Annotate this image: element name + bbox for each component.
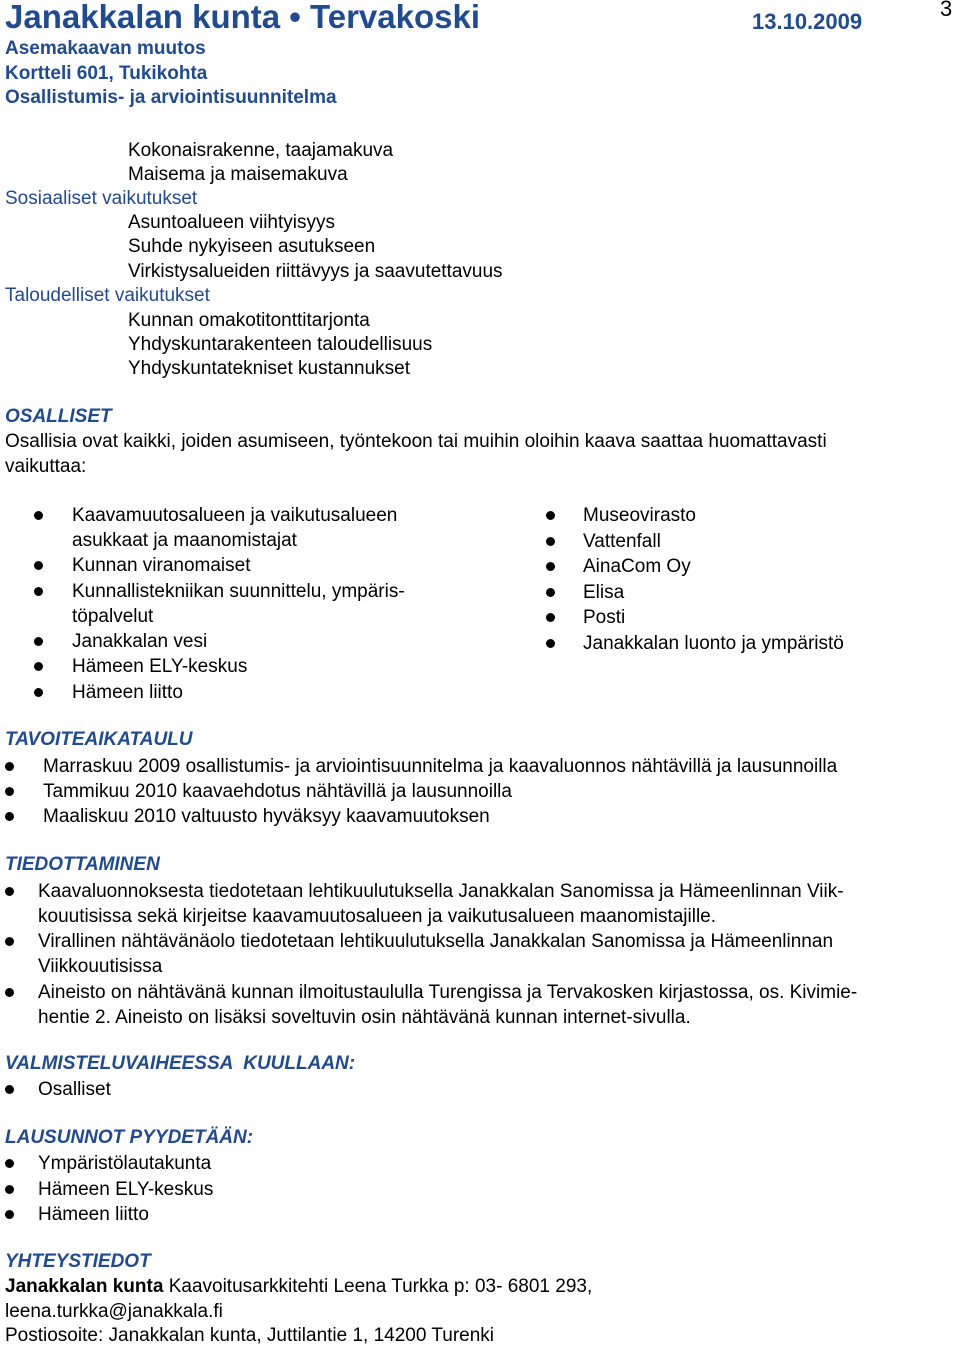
- schedule-item: Marraskuu 2009 osallistumis- ja arviointisuunnitelma ja kaavaluonnos nähtävillä ja lausunnoilla: [43, 756, 838, 777]
- heading-communication: TIEDOTTAMINEN: [5, 854, 160, 875]
- statement-item: Hämeen liitto: [38, 1204, 149, 1225]
- stakeholder-item: Vattenfall: [583, 531, 661, 552]
- stakeholder-item-cont: töpalvelut: [72, 606, 154, 627]
- section-social-impacts: Sosiaaliset vaikutukset: [5, 188, 198, 209]
- stakeholder-item: Janakkalan vesi: [72, 631, 208, 652]
- stakeholder-item: Janakkalan luonto ja ympäristö: [583, 633, 844, 654]
- bullet-icon: [5, 1085, 14, 1094]
- bullet-icon: [5, 887, 14, 896]
- communication-item-cont: hentie 2. Aineisto on lisäksi soveltuvin osin nähtävänä kunnan internet-sivulla.: [38, 1007, 691, 1028]
- impact-item: Suhde nykyiseen asutukseen: [128, 236, 376, 257]
- communication-item: Aineisto on nähtävänä kunnan ilmoitustaululla Turengissa ja Tervakosken kirjastossa, os. Kivimie-: [38, 982, 858, 1003]
- document-title: Janakkalan kunta • Tervakoski: [5, 0, 481, 35]
- consulted-item: Osalliset: [38, 1079, 111, 1100]
- impact-item: Kunnan omakotitonttitarjonta: [128, 310, 370, 331]
- bullet-icon: [5, 937, 14, 946]
- communication-item: Virallinen nähtävänäolo tiedotetaan lehtikuulutuksella Janakkalan Sanomissa ja Hämeenlinnan: [38, 931, 834, 952]
- impact-item: Kokonaisrakenne, taajamakuva: [128, 140, 394, 161]
- bullet-icon: [34, 511, 43, 520]
- impact-item: Yhdyskuntarakenteen taloudellisuus: [128, 334, 433, 355]
- bullet-icon: [546, 511, 555, 520]
- statement-item: Hämeen ELY-keskus: [38, 1179, 214, 1200]
- schedule-item: Maaliskuu 2010 valtuusto hyväksyy kaavamuutoksen: [43, 806, 490, 827]
- stakeholder-item: Kunnallistekniikan suunnittelu, ympäris-: [72, 581, 405, 602]
- stakeholder-item: AinaCom Oy: [583, 556, 691, 577]
- page-number: 3: [940, 0, 953, 21]
- bullet-icon: [5, 762, 14, 771]
- bullet-icon: [34, 688, 43, 697]
- stakeholder-item: Kunnan viranomaiset: [72, 555, 251, 576]
- bullet-icon: [5, 988, 14, 997]
- stakeholder-item: Museovirasto: [583, 505, 696, 526]
- bullet-icon: [5, 1159, 14, 1168]
- communication-item: Kaavaluonnoksesta tiedotetaan lehtikuulutuksella Janakkalan Sanomissa ja Hämeenlinnan Viik-: [38, 881, 844, 902]
- impact-item: Maisema ja maisemakuva: [128, 164, 348, 185]
- bullet-icon: [34, 637, 43, 646]
- bullet-icon: [34, 587, 43, 596]
- contact-organization: Janakkalan kunta: [5, 1276, 164, 1297]
- stakeholder-item: Hämeen ELY-keskus: [72, 656, 248, 677]
- bullet-icon: [546, 562, 555, 571]
- bullet-icon: [34, 662, 43, 671]
- bullet-icon: [34, 561, 43, 570]
- stakeholder-item: Kaavamuutosalueen ja vaikutusalueen: [72, 505, 398, 526]
- contact-email: leena.turkka@janakkala.fi: [5, 1301, 223, 1322]
- contact-line: [5, 1275, 592, 1299]
- schedule-item: Tammikuu 2010 kaavaehdotus nähtävillä ja lausunnoilla: [43, 781, 512, 802]
- communication-item-cont: kouutisissa sekä kirjeitse kaavamuutosalueen ja vaikutusalueen maanomistajille.: [38, 906, 717, 927]
- statement-item: Ympäristölautakunta: [38, 1153, 212, 1174]
- document-date: 13.10.2009: [752, 9, 863, 34]
- bullet-icon: [5, 812, 14, 821]
- bullet-icon: [546, 639, 555, 648]
- bullet-icon: [5, 787, 14, 796]
- osalliset-intro-cont: vaikuttaa:: [5, 456, 87, 477]
- bullet-icon: [546, 613, 555, 622]
- stakeholder-item: Posti: [583, 607, 626, 628]
- impact-item: Yhdyskuntatekniset kustannukset: [128, 358, 411, 379]
- bullet-icon: [546, 537, 555, 546]
- subtitle-block: Kortteli 601, Tukikohta: [5, 63, 208, 84]
- bullet-icon: [5, 1185, 14, 1194]
- heading-schedule: TAVOITEAIKATAULU: [5, 729, 193, 750]
- section-economic-impacts: Taloudelliset vaikutukset: [5, 285, 210, 306]
- impact-item: Asuntoalueen viihtyisyys: [128, 212, 335, 233]
- contact-person: Kaavoitusarkkitehti Leena Turkka p: 03- 6801 293,: [163, 1276, 593, 1297]
- communication-item-cont: Viikkouutisissa: [38, 956, 163, 977]
- osalliset-intro: Osallisia ovat kaikki, joiden asumiseen, työntekoon tai muihin oloihin kaava saattaa huomattavasti: [5, 431, 827, 452]
- stakeholder-item-cont: asukkaat ja maanomistajat: [72, 530, 297, 551]
- impact-item: Virkistysalueiden riittävyys ja saavutettavuus: [128, 261, 503, 282]
- bullet-icon: [5, 1210, 14, 1219]
- heading-statements: LAUSUNNOT PYYDETÄÄN:: [5, 1127, 254, 1148]
- contact-address: Postiosoite: Janakkalan kunta, Juttilantie 1, 14200 Turenki: [5, 1325, 495, 1346]
- subtitle-plan-change: Asemakaavan muutos: [5, 38, 206, 59]
- heading-osalliset: OSALLISET: [5, 406, 112, 427]
- stakeholder-item: Elisa: [583, 582, 625, 603]
- bullet-icon: [546, 588, 555, 597]
- stakeholder-item: Hämeen liitto: [72, 682, 183, 703]
- heading-contacts: YHTEYSTIEDOT: [5, 1251, 151, 1272]
- subtitle-document-type: Osallistumis- ja arviointisuunnitelma: [5, 87, 337, 108]
- heading-consulted: VALMISTELUVAIHEESSA KUULLAAN:: [5, 1053, 356, 1074]
